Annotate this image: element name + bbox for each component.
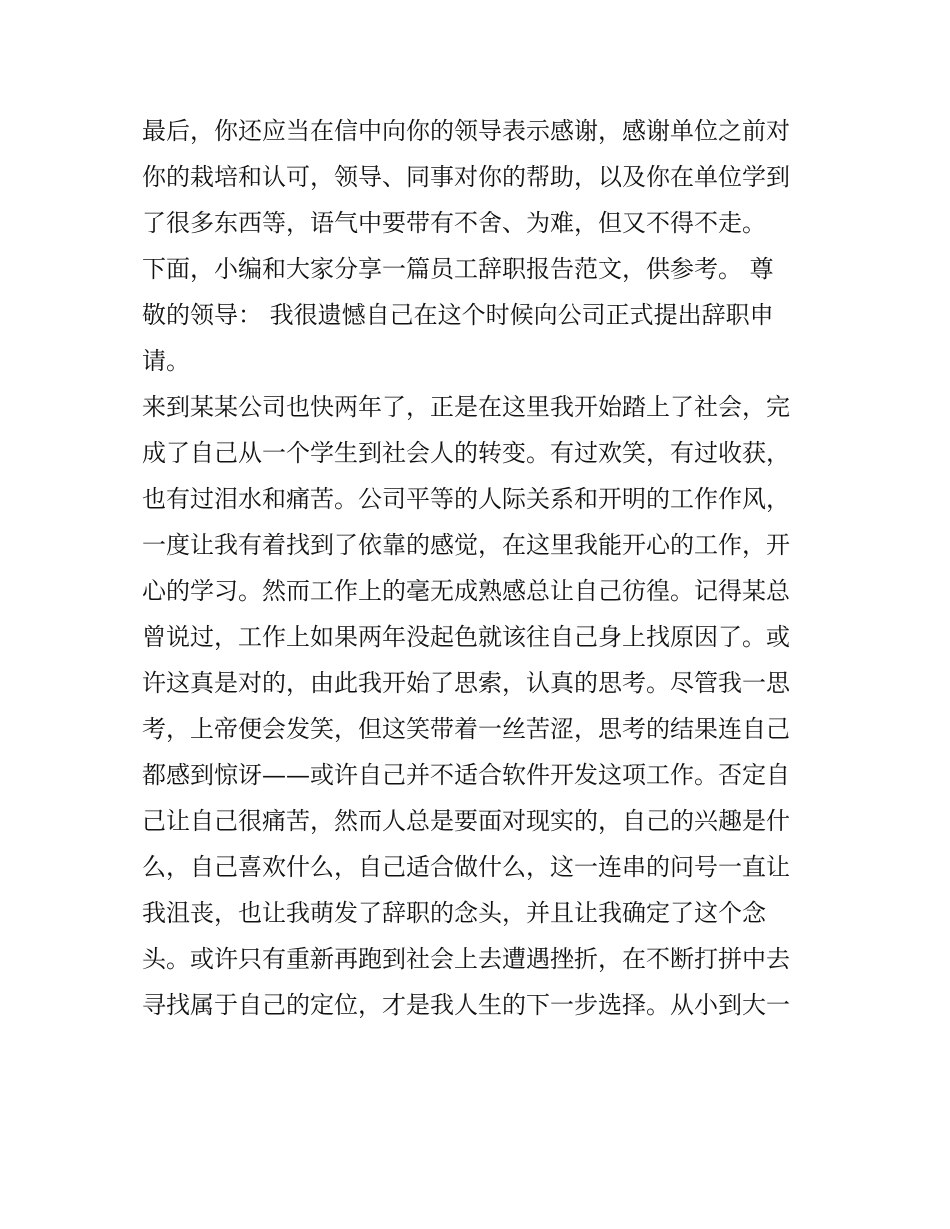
text-line-8: 成了自己从一个学生到社会人的转变。有过欢笑，有过收获， <box>142 439 790 467</box>
text-line-12: 曾说过，工作上如果两年没起色就该往自己身上找原因了。或 <box>142 623 790 651</box>
text-line-18: 我沮丧，也让我萌发了辞职的念头，并且让我确定了这个念 <box>142 899 766 927</box>
text-line-10: 一度让我有着找到了依靠的感觉，在这里我能开心的工作，开 <box>142 531 790 559</box>
text-line-4: 下面，小编和大家分享一篇员工辞职报告范文，供参考。 尊 <box>142 255 774 283</box>
text-line-5: 敬的领导： 我很遗憾自己在这个时候向公司正式提出辞职申 <box>142 301 774 329</box>
text-line-7: 来到某某公司也快两年了，正是在这里我开始踏上了社会，完 <box>142 393 790 421</box>
text-line-6: 请。 <box>142 347 190 375</box>
text-line-14: 考，上帝便会发笑，但这笑带着一丝苦涩，思考的结果连自己 <box>142 715 790 743</box>
text-line-11: 心的学习。然而工作上的毫无成熟感总让自己彷徨。记得某总 <box>142 577 790 605</box>
text-line-17: 么，自己喜欢什么，自己适合做什么，这一连串的问号一直让 <box>142 853 790 881</box>
text-line-16: 己让自己很痛苦，然而人总是要面对现实的，自己的兴趣是什 <box>142 807 790 835</box>
body-text <box>142 108 822 1028</box>
text-line-2: 你的栽培和认可，领导、同事对你的帮助，以及你在单位学到 <box>142 163 790 191</box>
text-line-20: 寻找属于自己的定位，才是我人生的下一步选择。从小到大一 <box>142 991 790 1019</box>
text-line-13: 许这真是对的，由此我开始了思索，认真的思考。尽管我一思 <box>142 669 790 697</box>
text-line-9: 也有过泪水和痛苦。公司平等的人际关系和开明的工作作风， <box>142 485 790 513</box>
text-line-15: 都感到惊讶——或许自己并不适合软件开发这项工作。否定自 <box>142 761 790 789</box>
text-line-1: 最后，你还应当在信中向你的领导表示感谢，感谢单位之前对 <box>142 117 790 145</box>
text-line-3: 了很多东西等，语气中要带有不舍、为难，但又不得不走。 <box>142 209 766 237</box>
text-line-19: 头。或许只有重新再跑到社会上去遭遇挫折，在不断打拼中去 <box>142 945 790 973</box>
